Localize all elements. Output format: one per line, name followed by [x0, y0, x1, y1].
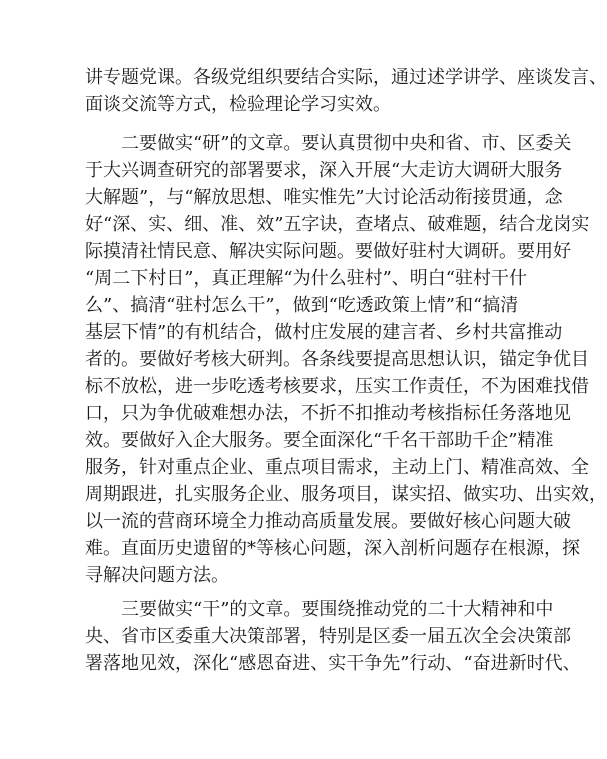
text-line: 以一流的营商环境全力推动高质量发展。要做好核心问题大破: [85, 511, 571, 532]
text-line: 服务，针对重点企业、重点项目需求，主动上门、精准高效、全: [85, 457, 589, 478]
text-line: 好“深、实、细、准、效”五字诀，查堵点、破难题，结合龙岗实: [85, 214, 590, 235]
text-line: 口，只为争优破难想办法，不折不扣推动考核指标任务落地见: [85, 403, 571, 424]
text-line: 署落地见效，深化“感恩奋进、实干争先”行动、“奋进新时代、: [85, 653, 581, 674]
text-line: 效。要做好入企大服务。要全面深化“千名干部助千企”精准: [85, 430, 554, 451]
text-line: 难。直面历史遗留的*等核心问题，深入剖析问题存在根源，探: [85, 538, 580, 559]
text-line: 么”、搞清“驻村怎么干”，做到“吃透政策上情”和“搞清: [85, 295, 519, 316]
text-line: 际摸清社情民意、解决实际问题。要做好驻村大调研。要用好: [85, 241, 571, 262]
text-line: 面谈交流等方式，检验理论学习实效。: [85, 94, 391, 115]
paragraph-3: [85, 596, 581, 677]
text-line: “周二下村日”，真正理解“为什么驻村”、明白“驻村干什: [85, 268, 528, 289]
text-line: 于大兴调查研究的部署要求，深入开展“大走访大调研大服务: [85, 160, 563, 181]
paragraph-1: [85, 64, 607, 118]
text-line: 三要做实“干”的文章。要围绕推动党的二十大精神和中: [85, 599, 554, 620]
paragraph-2: [85, 130, 607, 589]
text-line: 二要做实“研”的文章。要认真贯彻中央和省、市、区委关: [85, 133, 572, 154]
text-line: 寻解决问题方法。: [85, 565, 229, 586]
text-line: 讲专题党课。各级党组织要结合实际，通过述学讲学、座谈发言、: [85, 67, 607, 88]
text-line: 央、省市区委重大决策部署，特别是区委一届五次全会决策部: [85, 626, 571, 647]
text-line: 基层下情”的有机结合，做村庄发展的建言者、乡村共富推动: [85, 322, 563, 343]
text-line: 周期跟进，扎实服务企业、服务项目，谋实招、做实功、出实效，: [85, 484, 607, 505]
text-line: 标不放松，进一步吃透考核要求，压实工作责任，不为困难找借: [85, 376, 589, 397]
text-line: 大解题”，与“解放思想、唯实惟先”大讨论活动衔接贯通，念: [85, 187, 563, 208]
text-line: 者的。要做好考核大研判。各条线要提高思想认识，锚定争优目: [85, 349, 589, 370]
